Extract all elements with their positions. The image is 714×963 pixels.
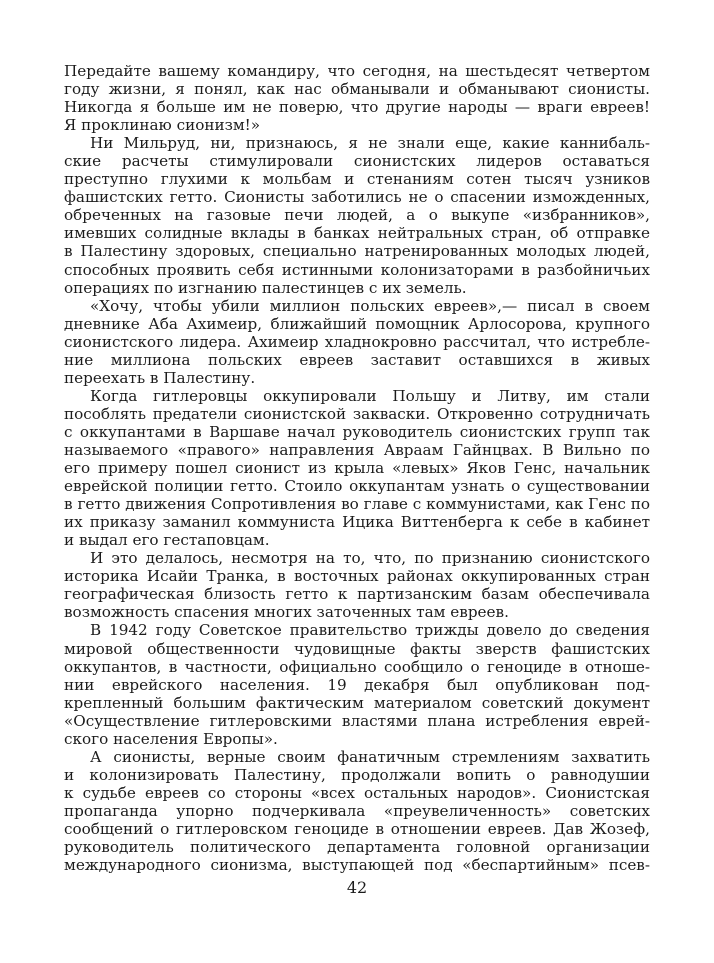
- page-body: [64, 62, 650, 874]
- text-line: переехать в Палестину.: [64, 368, 256, 387]
- text-line: и выдал его гестаповцам.: [64, 531, 270, 550]
- text-line: и колонизировать Палестину, продолжали вопить о равнодушии: [64, 765, 650, 784]
- text-line: международного сионизма, выступающей под «беспартийным» псев-: [64, 856, 650, 875]
- text-line: пособлять предатели сионистской закваски. Откровенно сотрудничать: [64, 404, 650, 423]
- text-line: руководитель политического департамента головной организации: [64, 838, 650, 857]
- paragraph: [64, 621, 650, 747]
- text-line: в гетто движения Сопротивления во главе с коммунистами, как Генс по: [64, 495, 650, 514]
- text-line: ские расчеты стимулировали сионистских лидеров оставаться: [64, 152, 650, 171]
- text-line: Никогда я больше им не поверю, что другие народы — враги евреев!: [64, 98, 650, 117]
- paragraph: [64, 549, 650, 621]
- text-line: Передайте вашему командиру, что сегодня, на шестьдесят четвертом: [64, 62, 650, 80]
- text-line: ние миллиона польских евреев заставит оставшихся в живых: [64, 350, 650, 369]
- text-line: с оккупантами в Варшаве начал руководитель сионистских групп так: [64, 422, 650, 441]
- text-line: «Осуществление гитлеровскими властями плана истребления еврей-: [64, 711, 650, 730]
- text-line: оккупантов, в частности, официально сообщило о геноциде в отноше-: [64, 657, 650, 676]
- text-line: называемого «правого» направления Авраам Гайнцвах. В Вильно по: [64, 440, 650, 459]
- text-line: Когда гитлеровцы оккупировали Польшу и Литву, им стали: [90, 386, 650, 405]
- text-line: В 1942 году Советское правительство трижды довело до сведения: [90, 621, 650, 640]
- page-number: 42: [346, 878, 368, 897]
- paragraph: [64, 62, 650, 134]
- paragraph: [64, 748, 650, 874]
- text-line: пропаганда упорно подчеркивала «преувеличенность» советских: [64, 801, 650, 820]
- text-line: И это делалось, несмотря на то, что, по признанию сионистского: [90, 549, 650, 568]
- text-line: еврейской полиции гетто. Стоило оккупантам узнать о существовании: [64, 477, 650, 496]
- text-line: операциях по изгнанию палестинцев с их земель.: [64, 278, 467, 297]
- text-line: способных проявить себя истинными колонизаторами в разбойничьих: [64, 260, 650, 279]
- text-line: нии еврейского населения. 19 декабря был опубликован под-: [64, 675, 650, 694]
- text-line: Ни Мильруд, ни, признаюсь, я не знали еще, какие каннибаль-: [90, 134, 650, 153]
- text-line: обреченных на газовые печи людей, а о выкупе «избранников»,: [64, 206, 650, 225]
- text-line: фашистских гетто. Сионисты заботились не о спасении изможденных,: [64, 188, 650, 207]
- text-line: мировой общественности чудовищные факты зверств фашистских: [64, 639, 650, 658]
- text-line: историка Исайи Транка, в восточных районах оккупированных стран: [64, 567, 650, 586]
- text-line: Я проклинаю сионизм!»: [64, 116, 261, 135]
- paragraph: [64, 134, 650, 296]
- paragraph: [64, 297, 650, 387]
- text-line: году жизни, я понял, как нас обманывали и обманывают сионисты.: [64, 80, 650, 99]
- text-line: сионистского лидера. Ахимеир хладнокровно рассчитал, что истребле-: [64, 332, 650, 351]
- text-line: возможность спасения многих заточенных там евреев.: [64, 603, 509, 622]
- text-line: имевших солидные вклады в банках нейтральных стран, об отправке: [64, 224, 650, 243]
- text-line: ского населения Европы».: [64, 729, 278, 748]
- text-line: их приказу заманил коммуниста Ицика Виттенберга к себе в кабинет: [64, 513, 650, 532]
- paragraph: [64, 387, 650, 549]
- text-line: к судьбе евреев со стороны «всех остальных народов». Сионистская: [64, 783, 650, 802]
- text-line: географическая близость гетто к партизанским базам обеспечивала: [64, 585, 650, 604]
- text-line: сообщений о гитлеровском геноциде в отношении евреев. Дав Жозеф,: [64, 819, 650, 838]
- text-line: его примеру пошел сионист из крыла «левых» Яков Генс, начальник: [64, 459, 650, 478]
- text-line: А сионисты, верные своим фанатичным стремлениям захватить: [90, 747, 650, 766]
- text-line: дневнике Аба Ахимеир, ближайший помощник Арлосорова, крупного: [64, 314, 650, 333]
- text-line: в Палестину здоровых, специально натренированных молодых людей,: [64, 242, 650, 261]
- text-line: «Хочу, чтобы убили миллион польских евреев»,— писал в своем: [90, 296, 650, 315]
- text-line: крепленный большим фактическим материалом советский документ: [64, 693, 650, 712]
- text-line: преступно глухими к мольбам и стенаниям сотен тысяч узников: [64, 170, 650, 189]
